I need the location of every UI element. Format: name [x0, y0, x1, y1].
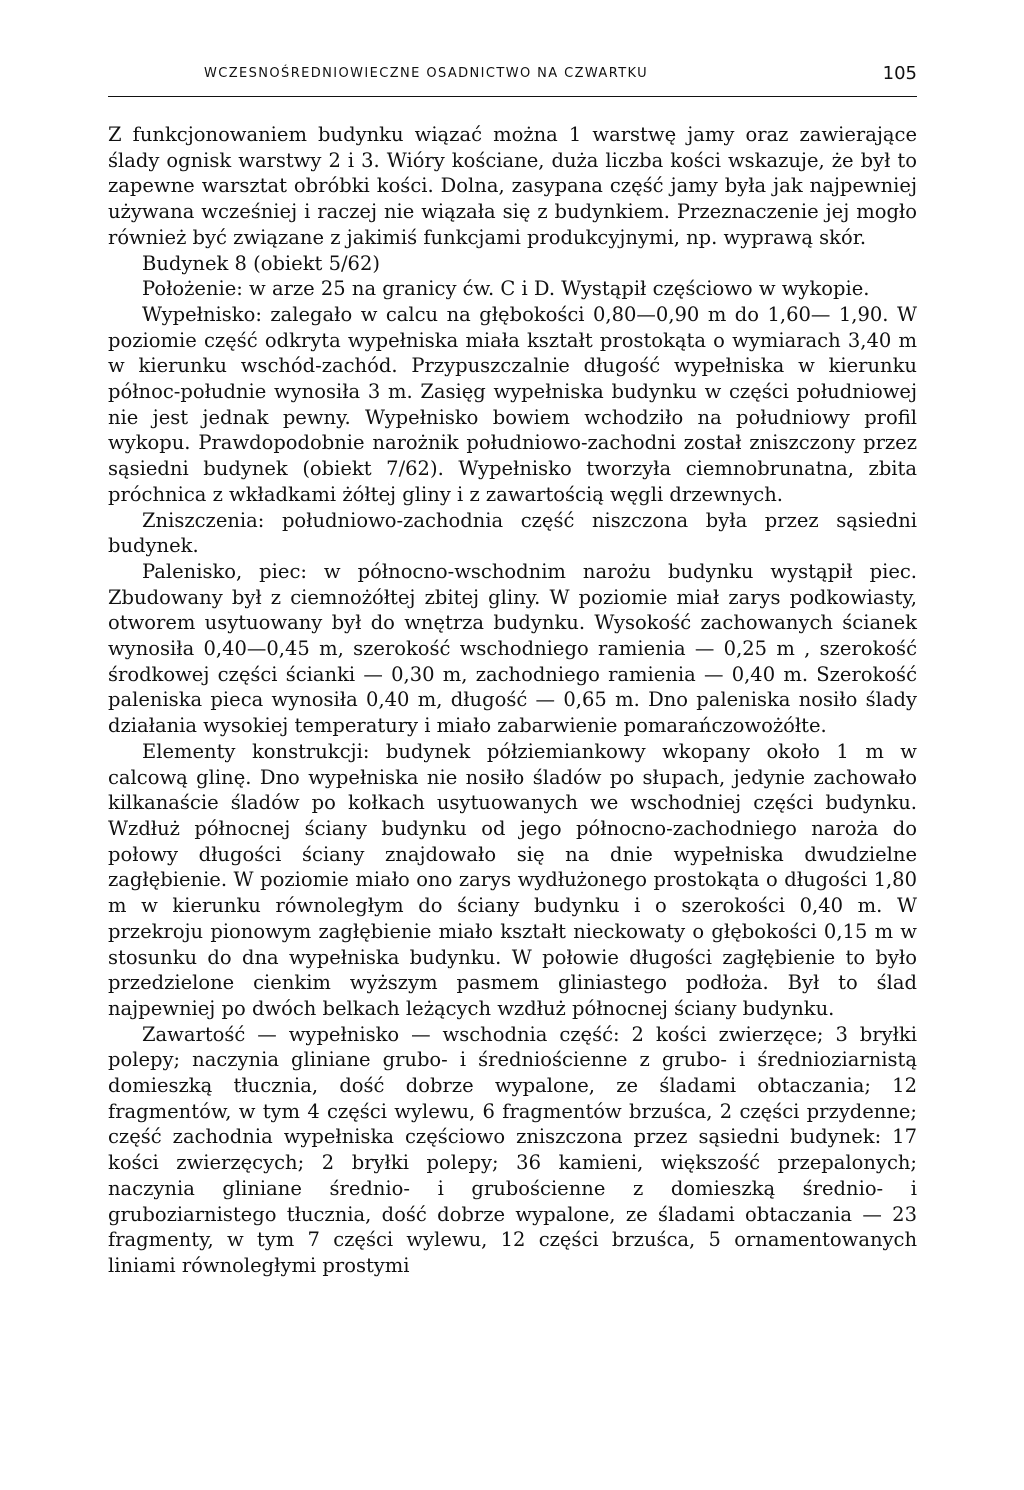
running-head [108, 62, 917, 97]
paragraph-functioning: Z funkcjonowaniem budynku wiązać można 1 warstwę jamy oraz zawierające ślady ognisk warstwy 2 i 3. Wióry kościane, duża liczba kości wskazuje, że był to zapewne warsztat obróbki kości. Dolna, zasypana część jamy była jak najpewniej używana wcześniej i raczej nie wiązała się z budynkiem. Przeznaczenie jej mogło również być związane z jakimiś funkcjami produkcyjnymi, np. wyprawą skór. [108, 123, 917, 249]
paragraph-construction: Elementy konstrukcji: budynek półziemiankowy wkopany około 1 m w calcową glinę. Dno wypełniska nie nosiło śladów po słupach, jedynie zachowało kilkanaście śladów po kołkach usytuowanych we wschodniej części budynku. Wzdłuż północnej ściany budynku od jego północno-zachodniego naroża do połowy długości ściany znajdowało się na dnie wypełniska dwudzielne zagłębienie. W poziomie miało ono zarys wydłużonego prostokąta o długości 1,80 m w kierunku równoległym do ściany budynku i o szerokości 0,40 m. W przekroju pionowym zagłębienie miało kształt nieckowaty o głębokości 0,15 m w stosunku do dna wypełniska budynku. W połowie długości zagłębienie to było przedzielone cienkim wyższym pasmem gliniastego podłoża. Był to ślad najpewniej po dwóch belkach leżących wzdłuż północnej ściany budynku. [108, 739, 917, 1020]
paragraph-fill: Wypełnisko: zalegało w calcu na głębokości 0,80—0,90 m do 1,60— 1,90. W poziomie część odkryta wypełniska miała kształt prostokąta o wymiarach 3,40 m w kierunku wschód-zachód. Przypuszczalnie długość wypełniska w kierunku północ-południe wynosiła 3 m. Zasięg wypełniska budynku w części południowej nie jest jednak pewny. Wypełnisko bowiem wchodziło na południowy profil wykopu. Prawdopodobnie narożnik południowo-zachodni został zniszczony przez sąsiedni budynek (obiekt 7/62). Wypełnisko tworzyła ciemnobrunatna, zbita próchnica z wkładkami żółtej gliny i z zawartością węgli drzewnych. [108, 302, 917, 506]
body-text [108, 122, 917, 1279]
paragraph-hearth-oven: Palenisko, piec: w północno-wschodnim narożu budynku wystąpił piec. Zbudowany był z ciemnożółtej zbitej gliny. W poziomie miał zarys podkowiasty, otworem usytuowany był do wnętrza budynku. Wysokość zachowanych ścianek wynosiła 0,40—0,45 m, szerokość wschodniego ramienia — 0,25 m , szerokość środkowej części ścianki — 0,30 m, zachodniego ramienia — 0,40 m. Szerokość paleniska pieca wynosiła 0,40 m, długość — 0,65 m. Dno paleniska nosiło ślady działania wysokiej temperatury i miało zabarwienie pomarańczowożółte. [108, 559, 917, 738]
paragraph-location: Położenie: w arze 25 na granicy ćw. C i D. Wystąpił częściowo w wykopie. [142, 277, 870, 301]
section-heading-building-8: Budynek 8 (obiekt 5/62) [142, 251, 380, 275]
running-title: WCZESNOŚREDNIOWIECZNE OSADNICTWO NA CZWARTKU [204, 66, 649, 81]
paragraph-contents: Zawartość — wypełnisko — wschodnia część: 2 kości zwierzęce; 3 bryłki polepy; naczynia gliniane grubo- i średniościenne z grubo- i średnioziarnistą domieszką tłucznia, dość dobrze wypalone, ze śladami obtaczania; 12 fragmentów, w tym 4 części wylewu, 6 fragmentów brzuśca, 2 części przydenne; część zachodnia wypełniska częściowo zniszczona przez sąsiedni budynek: 17 kości zwierzęcych; 2 bryłki polepy; 36 kamieni, większość przepalonych; naczynia gliniane średnio- i grubościenne z domieszką średnio- i gruboziarnistego tłucznia, dość dobrze wypalone, ze śladami obtaczania — 23 fragmenty, w tym 7 części wylewu, 12 części brzuśca, 5 ornamentowanych liniami równoległymi prostymi [108, 1022, 917, 1277]
page-number: 105 [882, 63, 917, 84]
paragraph-damage: Zniszczenia: południowo-zachodnia część niszczona była przez sąsiedni budynek. [108, 508, 917, 558]
